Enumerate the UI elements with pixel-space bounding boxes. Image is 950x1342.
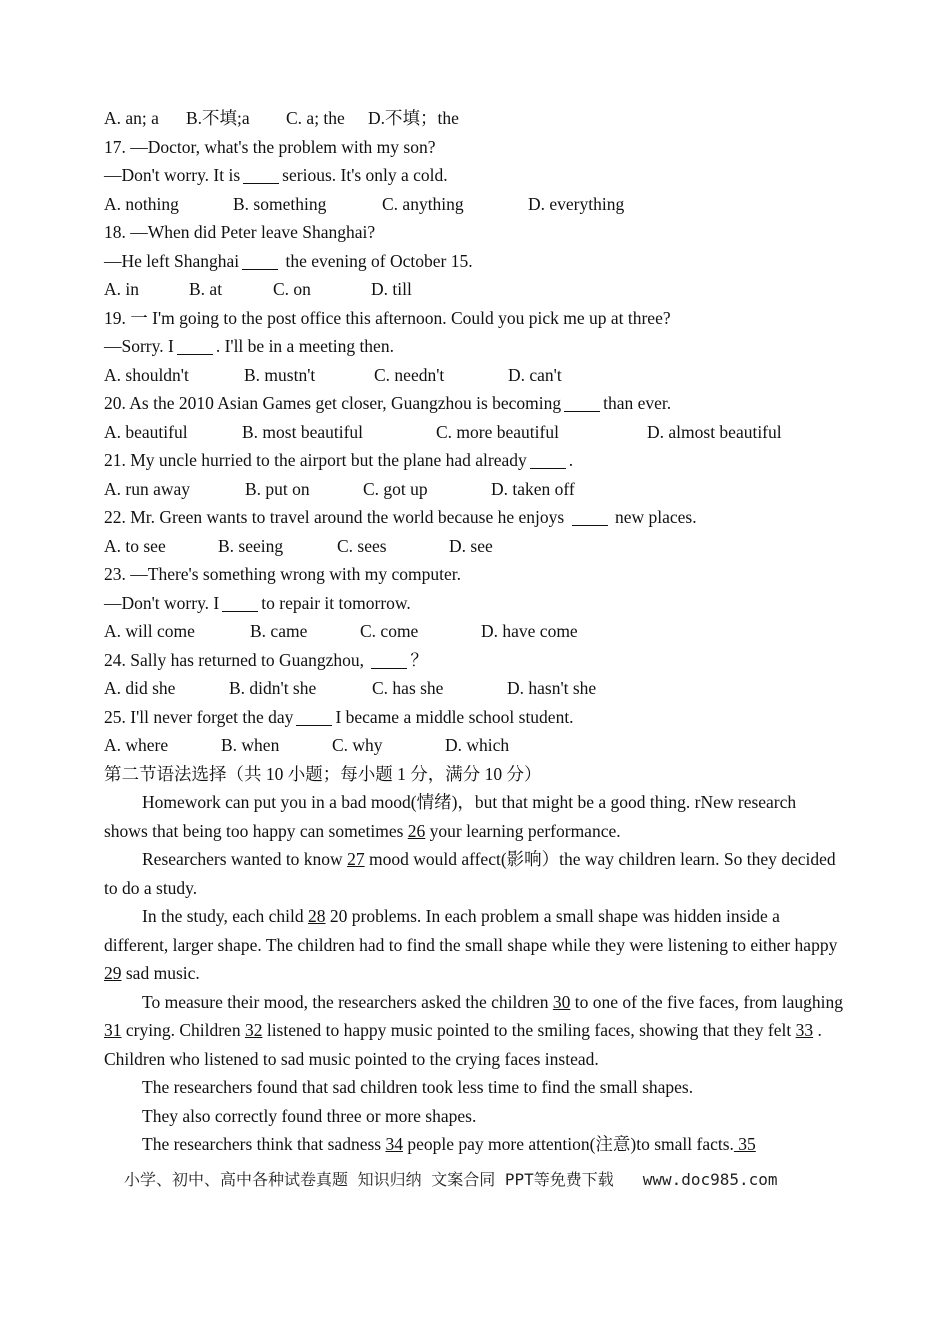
q20-option-c: C. more beautiful [436, 421, 559, 442]
q21-stem: 21. My uncle hurried to the airport but the plane had already . [104, 450, 574, 470]
passage-paragraph-5: The researchers found that sad children took less time to find the small shapes. [142, 1077, 694, 1097]
q18-option-b: B. at [189, 279, 223, 299]
q16-option-d: D.不填；the [368, 108, 459, 128]
blank-31: 31 [104, 1020, 122, 1040]
q18-option-c: C. on [273, 279, 311, 299]
passage-paragraph-3: In the study, each child 28 20 problems. In each problem a small shape was hidden inside a different, larger shape. The children had to find the small shape while they were listening to either happy 29 sad music. [104, 906, 838, 983]
footer-banner: 小学、初中、高中各种试卷真题 知识归纳 文案合同 PPT等免费下载 www.doc985.com [124, 1170, 778, 1189]
q18-option-d: D. till [371, 279, 412, 299]
q18-stem: 18. —When did Peter leave Shanghai? [104, 222, 376, 242]
q17-reply: ―Don't worry. It is serious. It's only a cold. [104, 165, 448, 185]
q23-option-c: C. come [360, 621, 419, 641]
q21-option-a: A. run away [104, 478, 191, 499]
q23-option-d: D. have come [481, 621, 578, 641]
q23-stem: 23. ―There's something wrong with my computer. [104, 564, 461, 584]
q20-option-a: A. beautiful [104, 421, 188, 442]
blank-35: 35 [733, 1134, 756, 1154]
q20-option-b: B. most beautiful [242, 421, 364, 442]
q20-option-d: D. almost beautiful [647, 421, 782, 442]
q16-option-a: A. an; a [104, 108, 159, 128]
blank-28: 28 [308, 906, 326, 926]
q17-option-d: D. everything [528, 193, 625, 214]
q22-option-a: A. to see [104, 535, 166, 556]
q19-stem: 19. 一 I'm going to the post office this afternoon. Could you pick me up at three? [104, 307, 671, 328]
blank-29: 29 [104, 963, 122, 983]
q24-option-a: A. did she [104, 678, 176, 698]
q18-options [104, 275, 844, 304]
q17-options [104, 190, 844, 219]
blank-27: 27 [347, 849, 365, 869]
passage-paragraph-4: To measure their mood, the researchers asked the children 30 to one of the five faces, from laughing 31 crying. Children 32 listened to happy music pointed to the smiling faces, showing that they felt 33 . Children who listened to sad music pointed to the crying faces instead. [104, 991, 843, 1069]
q17-option-c: C. anything [382, 193, 464, 214]
q16-options [104, 104, 844, 133]
passage-paragraph-6: They also correctly found three or more shapes. [142, 1105, 477, 1126]
q22-stem: 22. Mr. Green wants to travel around the world because he enjoys new places. [104, 507, 697, 527]
q25-option-d: D. which [445, 735, 510, 755]
q17-stem: 17. ―Doctor, what's the problem with my son? [104, 136, 436, 157]
q19-option-c: C. needn't [374, 364, 445, 385]
q24-option-b: B. didn't she [229, 678, 317, 698]
q22-option-c: C. sees [337, 535, 387, 556]
q24-option-c: C. has she [372, 678, 444, 698]
blank-32: 32 [244, 1020, 263, 1040]
q19-option-b: B. mustn't [244, 364, 316, 385]
q18-option-a: A. in [104, 279, 139, 299]
q20-options [104, 418, 844, 447]
q22-options [104, 532, 844, 561]
q22-option-d: D. see [449, 535, 493, 556]
q16-option-c: C. a; the [286, 108, 345, 128]
q25-option-b: B. when [221, 735, 280, 755]
q20-stem: 20. As the 2010 Asian Games get closer, Guangzhou is becoming than ever. [104, 393, 672, 413]
q25-options [104, 731, 844, 760]
q16-option-b: B.不填;a [186, 108, 250, 128]
q23-options [104, 617, 844, 646]
section2-title: 第二节语法选择（共 10 小题；每小题 1 分，满分 10 分） [104, 763, 542, 784]
q23-reply: ―Don't worry. I to repair it tomorrow. [104, 592, 411, 613]
q21-option-c: C. got up [363, 478, 428, 499]
q24-stem: 24. Sally has returned to Guangzhou, ？ [104, 649, 428, 670]
q19-option-d: D. can't [508, 364, 562, 385]
q17-option-a: A. nothing [104, 193, 179, 214]
q25-stem: 25. I'll never forget the day I became a middle school student. [104, 706, 574, 727]
q23-option-a: A. will come [104, 621, 195, 641]
q22-option-b: B. seeing [218, 535, 284, 556]
blank-26: 26 [407, 820, 426, 841]
q18-reply: ―He left Shanghai the evening of October 15. [104, 250, 473, 271]
q19-option-a: A. shouldn't [104, 364, 189, 385]
blank-30: 30 [552, 991, 571, 1012]
passage-paragraph-7: The researchers think that sadness 34 people pay more attention(注意)to small facts. 35 [142, 1134, 756, 1154]
q19-options [104, 361, 844, 390]
passage-paragraph-2: Researchers wanted to know 27 mood would affect(影响）the way children learn. So they decided to do a study. [104, 849, 836, 898]
q25-option-c: C. why [332, 735, 383, 755]
q19-reply: ―Sorry. I . I'll be in a meeting then. [104, 336, 394, 356]
q21-option-b: B. put on [245, 478, 310, 499]
q25-option-a: A. where [104, 735, 169, 755]
blank-33: 33 [795, 1020, 814, 1040]
q23-option-b: B. came [250, 621, 308, 641]
blank-34: 34 [385, 1134, 403, 1154]
q17-option-b: B. something [233, 193, 327, 214]
q21-options [104, 475, 844, 504]
q24-option-d: D. hasn't she [507, 678, 597, 698]
q24-options [104, 674, 844, 703]
exam-content [104, 104, 844, 1159]
q21-option-d: D. taken off [491, 478, 575, 499]
passage-paragraph-1: Homework can put you in a bad mood(情绪)，but that might be a good thing. rNew research shows that being too happy can sometimes 26 your learning performance. [104, 792, 797, 841]
